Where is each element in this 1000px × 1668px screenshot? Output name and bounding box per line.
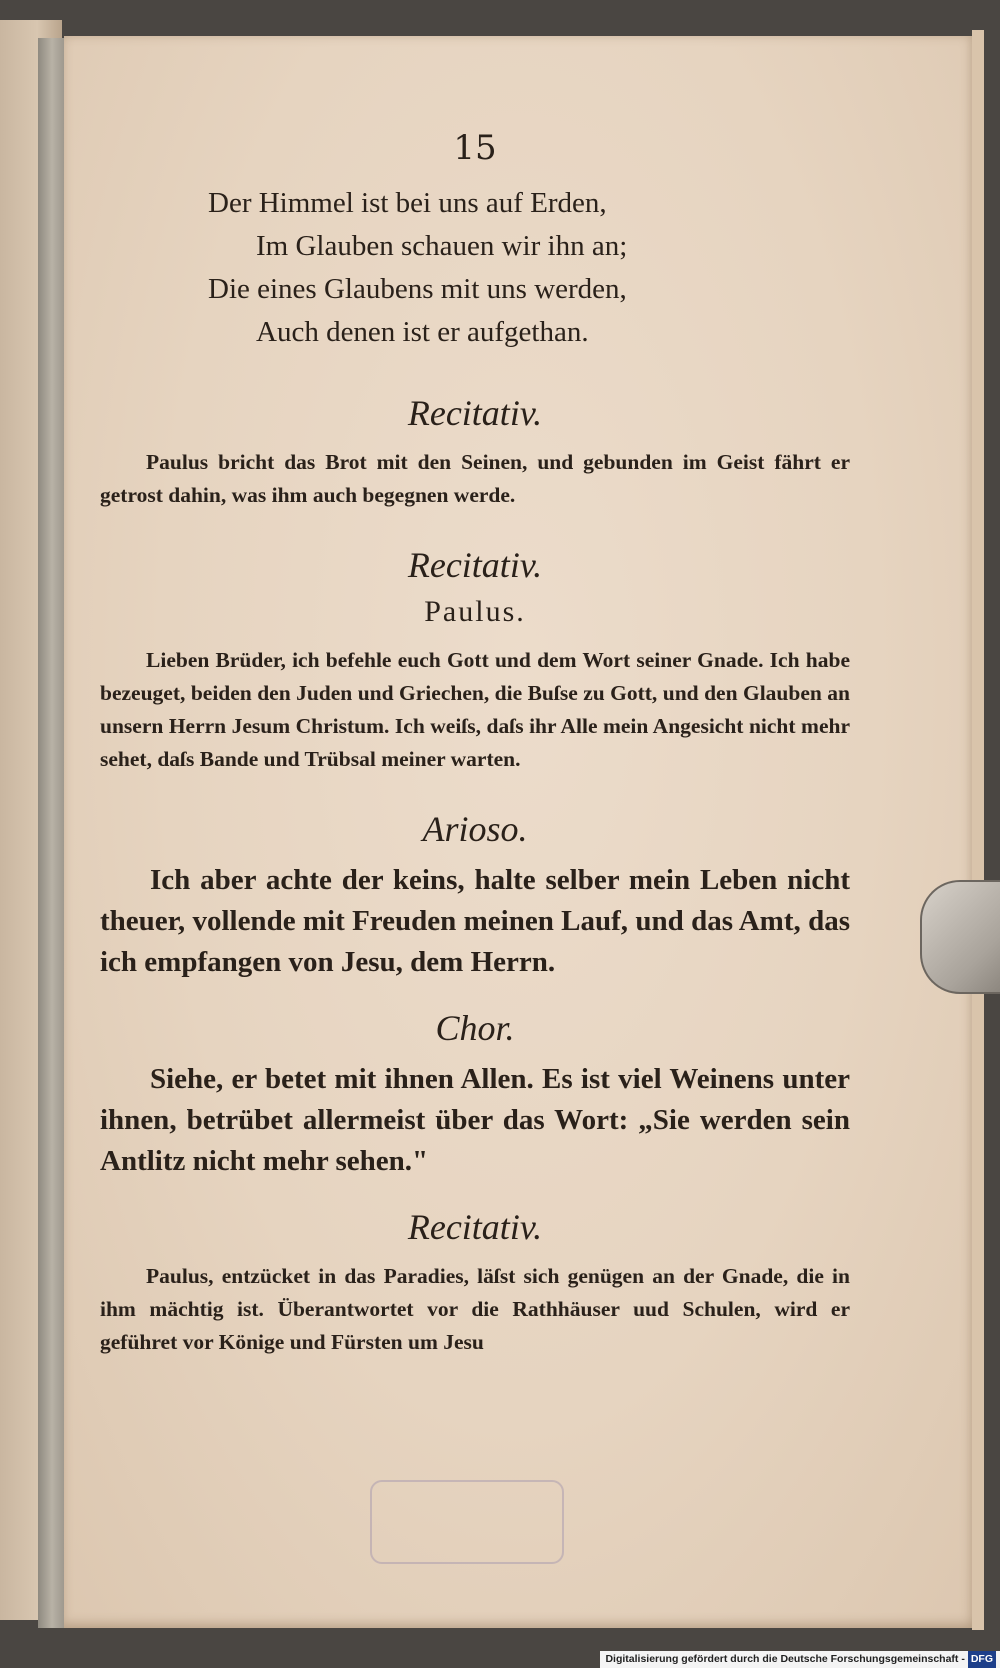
arioso-text: Ich aber achte der keins, halte selber mein Leben nicht theuer, vollende mit Freuden meinen Lauf, und das Amt, das ich empfangen von Jesu, dem Herrn.	[100, 864, 850, 978]
book-gutter	[38, 38, 66, 1628]
library-stamp	[370, 1480, 564, 1564]
speaker-name: Paulus.	[424, 595, 526, 628]
page-number: 15	[453, 128, 497, 168]
section-heading: Recitativ.	[407, 393, 543, 433]
verse-line: Im Glauben schauen wir ihn an;	[256, 230, 628, 262]
verse-line: Die eines Glaubens mit uns werden,	[208, 273, 627, 305]
section-heading: Recitativ.	[407, 1207, 543, 1247]
footer-text: Digitalisierung gefördert durch die Deutsche Forschungsgemeinschaft -	[605, 1653, 965, 1665]
verse-block	[100, 182, 850, 354]
verse-line: Auch denen ist er aufgethan.	[256, 316, 589, 348]
section-heading: Chor.	[435, 1008, 515, 1048]
digitization-footer	[600, 1651, 1000, 1668]
section-heading: Recitativ.	[407, 545, 543, 585]
recitative-text: Paulus bricht das Brot mit den Seinen, und gebunden im Geist fährt er getrost dahin, was ihm auch begegnen werde.	[100, 450, 850, 507]
page-clip	[920, 880, 1000, 994]
chorus-text: Siehe, er betet mit ihnen Allen. Es ist viel Weinens unter ihnen, betrübet allermeist über das Wort: „Sie werden sein Antlitz nicht mehr sehen."	[100, 1063, 850, 1177]
verse-line: Der Himmel ist bei uns auf Erden,	[208, 187, 607, 219]
section-heading: Arioso.	[422, 809, 528, 849]
recitative-text: Paulus, entzücket in das Paradies, läſst sich genügen an der Gnade, die in ihm mächtig ist. Überantwortet vor die Rathhäuser uud Schulen, wird er geführet vor Könige und Fürsten um Jesu	[100, 1264, 850, 1354]
dfg-logo: DFG	[968, 1651, 996, 1668]
page-content	[100, 128, 850, 1387]
recitative-text: Lieben Brüder, ich befehle euch Gott und dem Wort seiner Gnade. Ich habe bezeuget, beiden den Juden und Griechen, die Buſse zu Gott, und den Glauben an unsern Herrn Jesum Christum. Ich weiſs, daſs ihr Alle mein Angesicht nicht mehr sehet, daſs Bande und Trübsal meiner warten.	[100, 648, 850, 771]
page-edge	[972, 30, 984, 1630]
